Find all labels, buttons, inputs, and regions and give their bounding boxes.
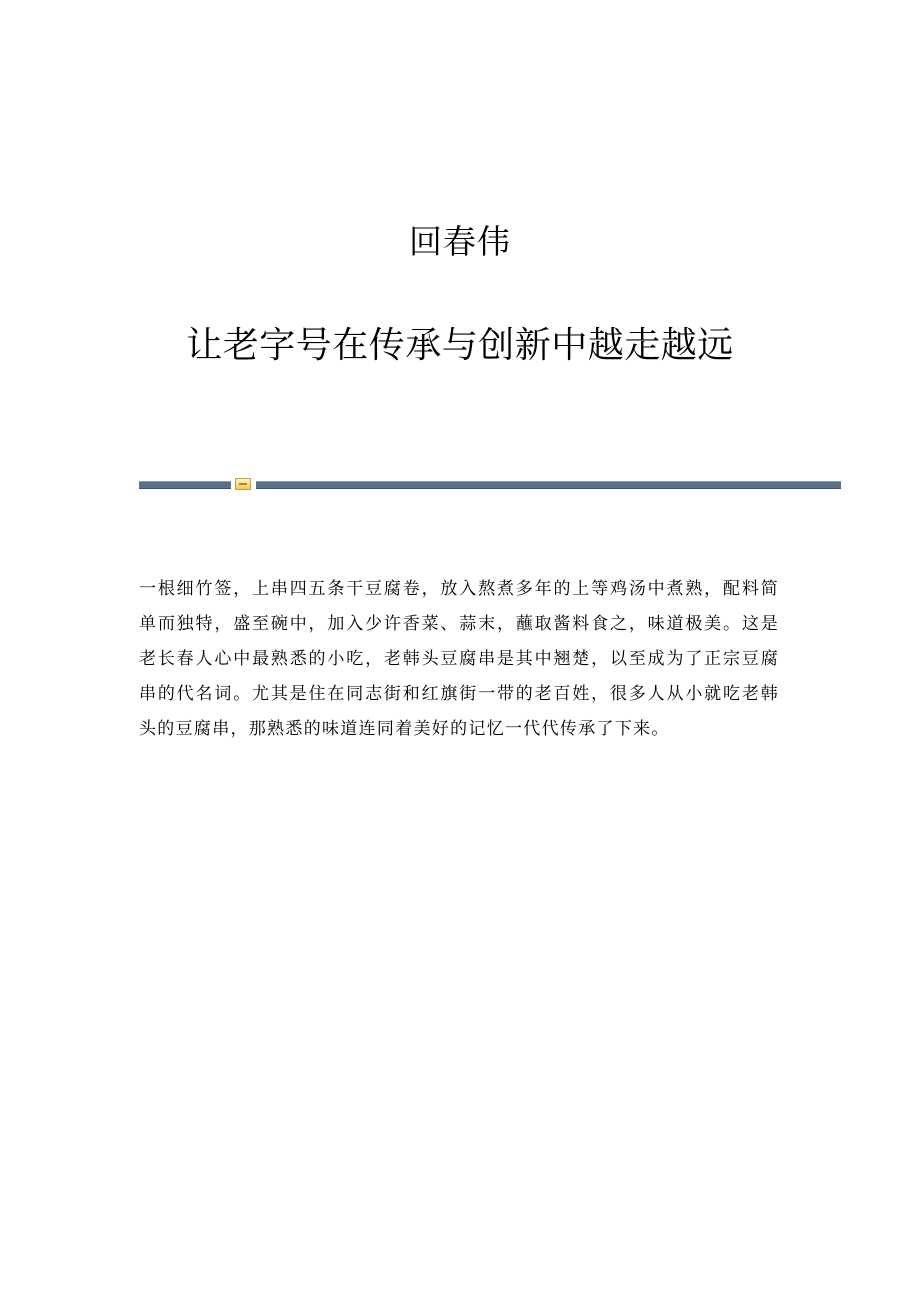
divider-bar-left xyxy=(139,481,231,489)
author-name: 回春伟 xyxy=(409,222,511,261)
title-divider xyxy=(139,478,841,490)
article-title: 让老字号在传承与创新中越走越远 xyxy=(186,325,734,366)
divider-ornament-icon xyxy=(235,478,251,490)
body-paragraph: 一根细竹签，上串四五条干豆腐卷，放入熬煮多年的上等鸡汤中煮熟，配料简单而独特，盛至碗中，加入少许香菜、蒜末，蘸取酱料食之，味道极美。这是老长春人心中最熟悉的小吃，老韩头豆腐串是其中翘楚，以至成为了正宗豆腐串的代名词。尤其是住在同志街和红旗街一带的老百姓，很多人从小就吃老韩头的豆腐串，那熟悉的味道连同着美好的记忆一代代传承了下来。 xyxy=(139,579,779,739)
divider-bar-right xyxy=(256,481,841,489)
